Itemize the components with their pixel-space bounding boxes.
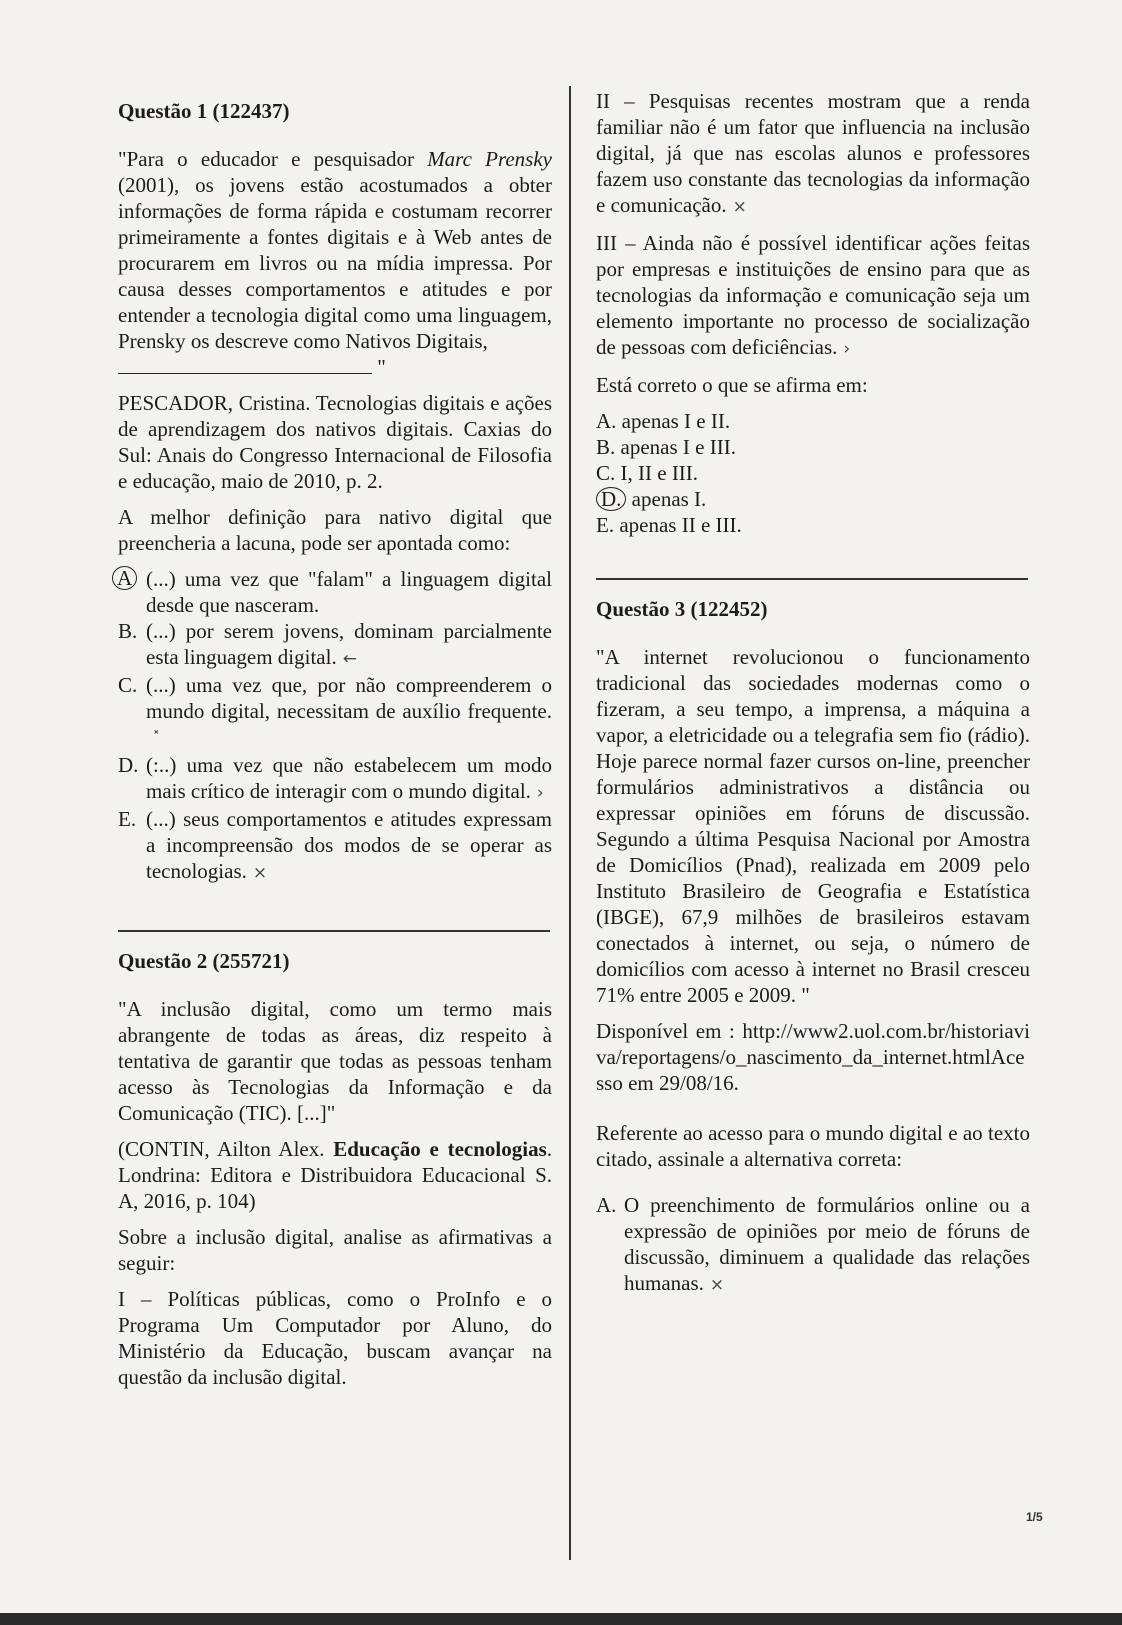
option-d[interactable]: D. (:..) uma vez que não estabelecem um modo mais crítico de interagir com o mundo digital. ›	[118, 753, 552, 803]
cross-mark-icon: ×	[732, 197, 747, 217]
statement-2: II – Pesquisas recentes mostram que a renda familiar não é um fator que influencia na inclusão digital, já que nas escolas alunos e professores fazem uso constante das tecnologias da informação e comunicação. ×	[596, 89, 1030, 217]
section-divider	[596, 578, 1028, 580]
question-1-source: PESCADOR, Cristina. Tecnologias digitais e ações de aprendizagem dos nativos digitais. Caxias do Sul: Anais do Congresso Internacional de Filosofia e educação, maio de 2010, p. 2.	[118, 391, 552, 493]
question-1-prompt: A melhor definição para nativo digital que preencheria a lacuna, pode ser apontada como:	[118, 505, 552, 555]
question-2-title: Questão 2 (255721)	[118, 949, 290, 973]
option-e[interactable]: E. apenas II e III.	[596, 513, 742, 537]
cross-mark-icon: ←	[342, 649, 357, 669]
question-2-ask: Está correto o que se afirma em:	[596, 373, 868, 397]
statement-1: I – Políticas públicas, como o ProInfo e o Programa Um Computador por Aluno, do Ministério da Educação, buscam avançar na questão da inclusão digital.	[118, 1287, 552, 1389]
question-3-quote: "A internet revolucionou o funcionamento tradicional das sociedades modernas como o fizeram, a seu tempo, a imprensa, a máquina a vapor, a eletricidade ou a telegrafia sem fio (rádio). Hoje parece normal fazer cursos on-line, preencher formulários administrativos a distância ou expressar opiniões em fóruns de discussão. Segundo a última Pesquisa Nacional por Amostra de Domicílios (Pnad), realizada em 2009 pelo Instituto Brasileiro de Geografia e Estatística (IBGE), 67,9 milhões de brasileiros estavam conectados à internet, ou seja, o número de domicílios com acesso à internet no Brasil cresceu 71% entre 2005 e 2009. "	[596, 645, 1030, 1007]
cross-mark-icon: ˟	[152, 729, 161, 749]
option-b[interactable]: B. apenas I e III.	[596, 435, 736, 459]
question-3-source: Disponível em : http://www2.uol.com.br/historiaviva/reportagens/o_nascimento_da_internet.htmlAcesso em 29/08/16.	[596, 1019, 1030, 1095]
quote-author: Marc Prensky	[427, 147, 552, 171]
question-3-options	[596, 1192, 1030, 1298]
question-3-title: Questão 3 (122452)	[596, 597, 768, 621]
question-3-prompt: Referente ao acesso para o mundo digital e ao texto citado, assinale a alternativa correta:	[596, 1121, 1030, 1171]
statement-3: III – Ainda não é possível identificar ações feitas por empresas e instituições de ensino para que as tecnologias da informação e comunicação seja um elemento importante no processo de socialização de pessoas com deficiências. ›	[596, 231, 1030, 359]
option-a[interactable]: A. O preenchimento de formulários online ou a expressão de opiniões por meio de fóruns de discussão, diminuem a qualidade das relações humanas. ×	[596, 1193, 1030, 1295]
question-2-prompt: Sobre a inclusão digital, analise as afirmativas a seguir:	[118, 1225, 552, 1275]
option-a[interactable]: A (...) uma vez que "falam" a linguagem digital desde que nasceram.	[118, 566, 552, 618]
question-1-quote: "Para o educador e pesquisador Marc Prensky (2001), os jovens estão acostumados a obter informações de forma rápida e costumam recorrer primeiramente a fontes digitais e à Web antes de procurarem em livros ou na mídia impressa. Por causa desses comportamentos e atitudes e por entender a tecnologia digital como uma linguagem, Prensky os descreve como Nativos Digitais, "	[118, 147, 552, 379]
option-a[interactable]: A. apenas I e II.	[596, 409, 731, 433]
question-2-quote: "A inclusão digital, como um termo mais abrangente de todas as áreas, diz respeito à tentativa de garantir que todas as pessoas tenham acesso às Tecnologias da Informação e da Comunicação (TIC). [...]"	[118, 997, 552, 1125]
section-divider	[118, 930, 550, 932]
cross-mark-icon: ×	[252, 863, 268, 883]
page-number: 1/5	[1026, 1510, 1043, 1524]
option-e[interactable]: E. (...) seus comportamentos e atitudes expressam a incompreensão dos modos de se operar as tecnologias. ×	[118, 807, 552, 883]
answer-blank	[118, 357, 372, 374]
option-b[interactable]: B. (...) por serem jovens, dominam parcialmente esta linguagem digital. ←	[118, 619, 552, 669]
option-c[interactable]: C. I, II e III.	[596, 461, 699, 485]
question-2-source: (CONTIN, Ailton Alex. Educação e tecnologias. Londrina: Editora e Distribuidora Educacional S. A, 2016, p. 104)	[118, 1137, 552, 1213]
option-d[interactable]: D. apenas I.	[596, 486, 1030, 512]
question-1-title: Questão 1 (122437)	[118, 99, 290, 123]
question-1-options	[118, 566, 552, 886]
right-column	[596, 88, 1030, 1308]
scan-edge	[0, 1613, 1122, 1625]
column-divider	[569, 86, 571, 1560]
cross-mark-icon: ›	[536, 783, 544, 803]
left-column	[118, 88, 552, 1400]
option-c[interactable]: C. (...) uma vez que, por não compreenderem o mundo digital, necessitam de auxílio frequente.˟	[118, 673, 552, 749]
question-2-options	[596, 408, 1030, 538]
cross-mark-icon: ×	[709, 1275, 725, 1295]
cross-mark-icon: ›	[843, 339, 851, 359]
